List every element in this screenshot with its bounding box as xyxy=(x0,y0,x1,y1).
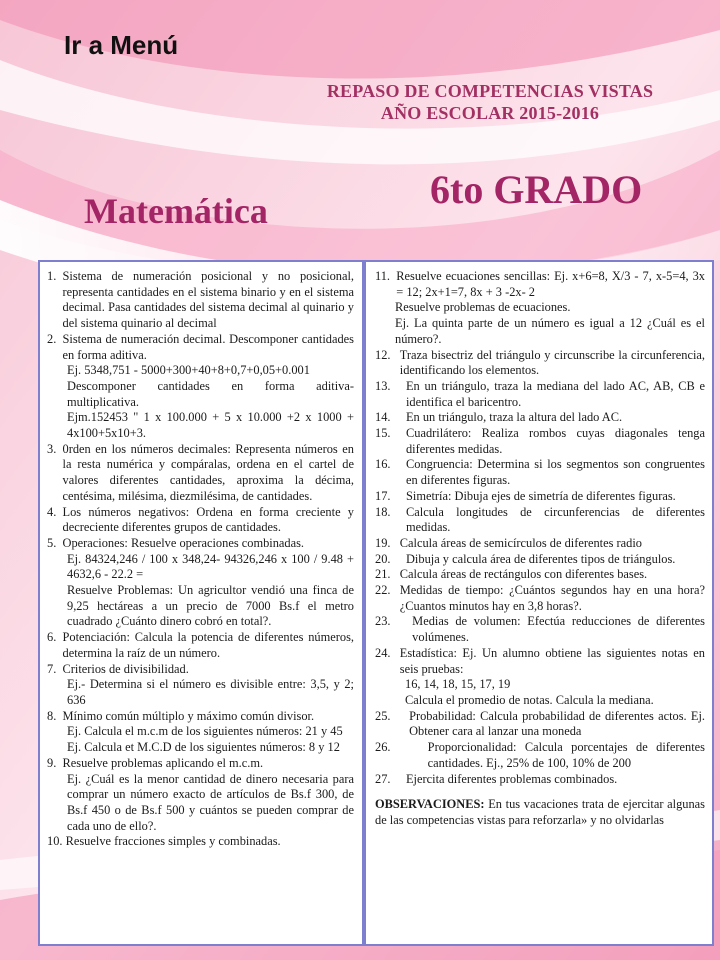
item-number: 20. xyxy=(375,551,406,566)
item-number: 4. xyxy=(47,504,63,519)
item-text: Resuelve ecuaciones sencillas: Ej. x+6=8, X/3 - 7, x-5=4, 3x = 12; 2x+1=7, 8x + 3 -2x- 2 xyxy=(396,269,705,299)
item-number: 17. xyxy=(375,488,406,503)
item-text: En un triángulo, traza la altura del lado AC. xyxy=(405,410,623,425)
item-text: 0rden en los números decimales: Representa números en la resta numérica y compáralas, ordena en el cartel de valores diferentes cantidades, aproxima la décima, centésima, milésima, diezmilésima, de cantidades. xyxy=(62,441,354,503)
item-text: Descomponer cantidades en forma aditiva- multiplicativa. xyxy=(67,378,354,409)
item-text: Medidas de tiempo: ¿Cuántos segundos hay en una hora? ¿Cuantos minutos hay en 3,8 horas?. xyxy=(399,583,705,613)
item-problem: Resuelve Problemas: Un agricultor vendió una finca de 9,25 hectáreas a un precio de 7000 Bs.f el metro cuadrado ¿Cuánto dinero cobró en total?. xyxy=(67,583,354,629)
observations-label: OBSERVACIONES: xyxy=(375,797,485,812)
item-number: 5. xyxy=(47,535,63,550)
subject-title: Matemática xyxy=(84,191,268,231)
item-number: 23. xyxy=(375,614,413,629)
item-text: Potenciación: Calcula la potencia de diferentes números, determina la raíz de un número. xyxy=(62,630,354,660)
spacer xyxy=(375,787,705,797)
item-number: 19. xyxy=(375,535,400,550)
list-item xyxy=(375,740,705,771)
item-text: Calcula el promedio de notas. Calcula la mediana. xyxy=(405,692,654,707)
list-item xyxy=(375,646,705,677)
list-item xyxy=(375,772,705,788)
item-text: Sistema de numeración decimal. Descomponer cantidades en forma aditiva. xyxy=(62,331,354,362)
item-example: Ej. La quinta parte de un número es igual a 12 ¿Cuál es el número?. xyxy=(395,316,705,346)
list-item xyxy=(375,269,705,300)
item-text: Resuelve problemas de ecuaciones. xyxy=(395,300,571,315)
list-item xyxy=(47,756,354,772)
list-item xyxy=(375,583,705,614)
item-text: Sistema de numeración posicional y no posicional, representa cantidades en el sistema binario y en el sistema decimal. Pasa cantidades del sistema decimal al quinario y del sistema quinario al decimal xyxy=(62,269,354,331)
item-text: Operaciones: Resuelve operaciones combinadas. xyxy=(62,535,305,550)
item-number: 10. xyxy=(47,834,66,849)
list-item xyxy=(375,379,705,410)
item-text: Mínimo común múltiplo y máximo común divisor. xyxy=(62,708,315,723)
item-number: 25. xyxy=(375,708,410,723)
item-example: Ej.- Determina si el número es divisible entre: 3,5, y 2; 636 xyxy=(67,677,354,707)
item-text: Congruencia: Determina si los segmentos son congruentes en diferentes figuras. xyxy=(405,457,705,488)
list-item xyxy=(47,630,354,661)
observations-text: En tus vacaciones trata de ejercitar algunas de las competencias vistas para reforzarla» y no olvidarlas xyxy=(375,797,705,827)
grade-title: 6to GRADO xyxy=(430,167,643,212)
review-title-line2: AÑO ESCOLAR 2015-2016 xyxy=(380,103,600,123)
list-item xyxy=(47,442,354,505)
item-number: 8. xyxy=(47,708,63,723)
item-number: 22. xyxy=(375,583,400,598)
item-number: 1. xyxy=(47,269,63,283)
item-text: Ejercita diferentes problemas combinados. xyxy=(405,771,618,786)
item-text: Simetría: Dibuja ejes de simetría de diferentes figuras. xyxy=(405,488,676,503)
item-text: Traza bisectriz del triángulo y circunscribe la circunferencia, identificando los elementos. xyxy=(399,347,705,378)
item-text: Calcula longitudes de circunferencias de diferentes medidas. xyxy=(405,504,705,535)
list-item xyxy=(375,426,705,457)
item-number: 27. xyxy=(375,771,406,786)
list-item xyxy=(375,614,705,645)
review-title-line1: REPASO DE COMPETENCIAS VISTAS xyxy=(326,81,654,101)
item-text: Cuadrilátero: Realiza rombos cuyas diagonales tenga diferentes medidas. xyxy=(405,426,705,456)
item-number: 7. xyxy=(47,661,63,676)
item-number: 15. xyxy=(375,426,406,441)
item-text: Dibuja y calcula área de diferentes tipos de triángulos. xyxy=(405,551,676,566)
item-text: En un triángulo, traza la mediana del lado AC, AB, CB e identifica el baricentro. xyxy=(405,378,705,409)
list-item xyxy=(375,348,705,379)
list-item xyxy=(375,505,705,536)
item-number: 26. xyxy=(375,740,428,755)
item-example: Ejm.152453 " 1 x 100.000 + 5 x 10.000 +2 x 1000 + 4x100+5x10+3. xyxy=(67,410,354,441)
item-text: Proporcionalidad: Calcula porcentajes de diferentes cantidades. Ej., 25% de 100, 10% de 200 xyxy=(427,740,705,770)
right-content-box xyxy=(364,260,714,946)
menu-link[interactable]: Ir a Menú xyxy=(64,30,179,60)
item-text: Estadística: Ej. Un alumno obtiene las siguientes notas en seis pruebas: xyxy=(399,645,705,676)
list-item xyxy=(47,536,354,552)
item-example: Ej. 5348,751 - 5000+300+40+8+0,7+0,05+0.001 xyxy=(67,363,310,378)
item-number: 14. xyxy=(375,410,406,425)
list-item xyxy=(375,552,705,568)
list-item xyxy=(47,332,354,363)
item-text: Medias de volumen: Efectúa reducciones de diferentes volúmenes. xyxy=(412,614,705,645)
item-number: 12. xyxy=(375,347,400,362)
list-item xyxy=(375,709,705,740)
item-number: 13. xyxy=(375,378,406,393)
review-title xyxy=(280,80,700,124)
item-example: Ej. Calcula el m.c.m de los siguientes números: 21 y 45 xyxy=(67,724,343,739)
item-number: 18. xyxy=(375,504,406,519)
item-text: Calcula áreas de rectángulos con diferentes bases. xyxy=(399,567,648,582)
item-text: Probabilidad: Calcula probabilidad de diferentes actos. Ej. Obtener cara al lanzar una moneda xyxy=(409,708,705,739)
item-text: Los números negativos: Ordena en forma creciente y decreciente diferentes grupos de cantidades. xyxy=(62,504,354,535)
list-item xyxy=(47,709,354,725)
item-number: 16. xyxy=(375,457,406,472)
item-number: 24. xyxy=(375,645,400,660)
observations xyxy=(375,797,705,828)
list-item xyxy=(375,489,705,505)
item-text: Criterios de divisibilidad. xyxy=(62,661,189,676)
item-example: Ej. Calcula et M.C.D de los siguientes números: 8 y 12 xyxy=(67,740,340,755)
list-item xyxy=(375,567,705,583)
item-example: Ej. 84324,246 / 100 x 348,24- 94326,246 x 100 / 9.48 + 4632,6 - 22.2 = xyxy=(67,551,354,582)
item-number: 2. xyxy=(47,331,63,346)
item-text: Calcula áreas de semicírculos de diferentes radio xyxy=(399,535,642,550)
item-grades: 16, 14, 18, 15, 17, 19 xyxy=(405,677,511,692)
item-number: 3. xyxy=(47,441,63,456)
list-item xyxy=(375,410,705,426)
item-number: 11. xyxy=(375,269,397,283)
list-item xyxy=(47,505,354,536)
left-content-box xyxy=(38,260,364,946)
list-item xyxy=(47,662,354,678)
item-number: 21. xyxy=(375,567,400,582)
item-number: 9. xyxy=(47,755,63,770)
list-item xyxy=(47,269,354,332)
item-example: Ej. ¿Cuál es la menor cantidad de dinero necesaria para comprar un número exacto de artículos de Bs.f 300, de Bs.f 450 o de Bs.f 500 y cuántos se pueden comprar de cada uno de ello?. xyxy=(67,771,354,833)
item-text: Resuelve fracciones simples y combinadas. xyxy=(65,834,281,849)
list-item xyxy=(47,834,354,850)
item-number: 6. xyxy=(47,630,63,645)
list-item xyxy=(375,457,705,488)
item-text: Resuelve problemas aplicando el m.c.m. xyxy=(62,755,264,770)
list-item xyxy=(375,536,705,552)
